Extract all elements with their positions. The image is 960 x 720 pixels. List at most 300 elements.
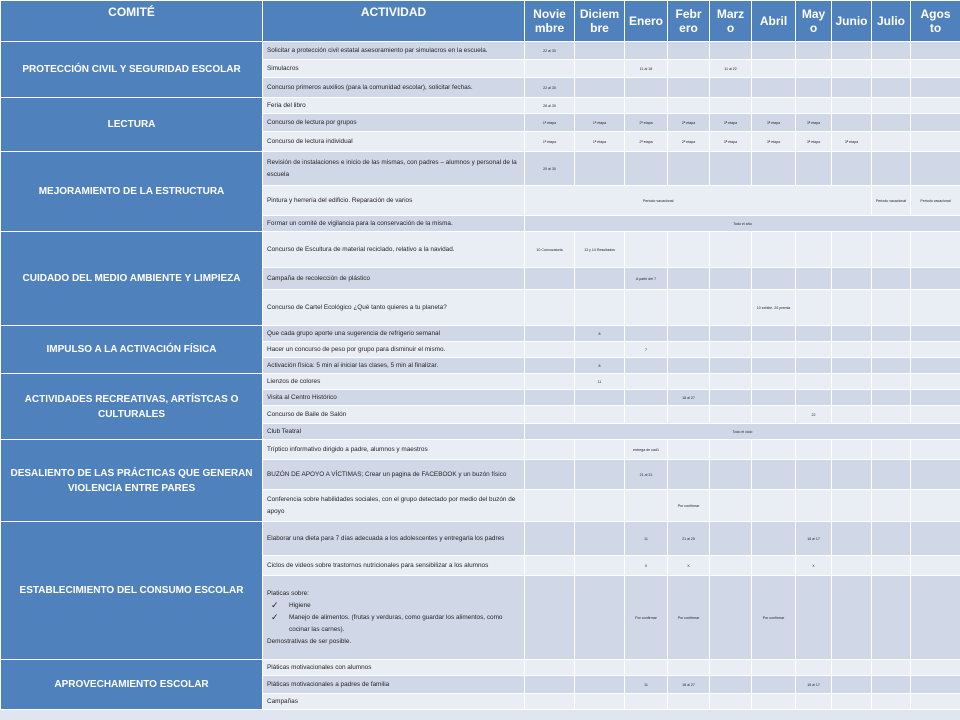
month-cell — [832, 42, 872, 60]
month-cell — [752, 42, 796, 60]
month-cell — [752, 460, 796, 490]
month-cell — [832, 374, 872, 390]
month-cell — [525, 660, 575, 676]
month-cell — [752, 98, 796, 114]
month-cell — [832, 326, 872, 342]
month-cell — [796, 390, 832, 406]
committee-name: PROTECCIÓN CIVIL Y SEGURIDAD ESCOLAR — [1, 42, 263, 98]
month-cell: Por confirmar — [668, 490, 710, 522]
activity-text: Campaña de recolección de plástico — [267, 274, 371, 282]
activity-text: Revisión de instalaciones e inicio de las mismas, con padres – alumnos y personal de la escuela — [267, 158, 517, 178]
bullet-text: Manejo de alimentos. (frutas y verduras, como guardar los alimentos, como cocinar las carnes). — [289, 613, 503, 633]
month-cell — [911, 342, 960, 358]
activity-cell — [263, 440, 525, 460]
bullet-list — [267, 600, 521, 636]
month-cell — [796, 440, 832, 460]
month-cell — [710, 98, 752, 114]
activity-text: Pláticas motivacionales con alumnos — [267, 663, 372, 671]
month-cell — [872, 290, 911, 326]
month-cell — [911, 232, 960, 268]
activity-cell — [263, 694, 525, 710]
month-cell: 22 al 30 — [525, 78, 575, 98]
checkmark-icon: ✓ — [271, 611, 279, 622]
activity-text: Ciclos de videos sobre trastornos nutricionales para sensibilizar a los alumnos — [267, 561, 489, 569]
month-cell — [911, 460, 960, 490]
activity-row — [1, 152, 960, 186]
activity-text: Lienzos de colores — [267, 377, 321, 385]
month-cell: 11 al 22 — [710, 60, 752, 78]
activity-text: Concurso de Escultura de material reciclado, relativo a la navidad. — [267, 245, 455, 253]
month-cell — [668, 98, 710, 114]
month-cell — [832, 576, 872, 660]
month-cell — [872, 374, 911, 390]
activity-row — [1, 374, 960, 390]
month-cell — [668, 232, 710, 268]
month-cell: Por confirmar — [668, 576, 710, 660]
month-cell: 2ª etapa — [625, 114, 668, 132]
activity-text: Concurso de Cartel Ecológico ¿Qué tanto quieres a tu planeta? — [267, 303, 447, 311]
activity-row — [1, 660, 960, 676]
header-month: Abril — [752, 1, 796, 42]
month-cell — [525, 556, 575, 576]
month-cell — [625, 406, 668, 424]
month-cell: X — [625, 556, 668, 576]
month-cell — [911, 358, 960, 374]
month-cell — [832, 290, 872, 326]
month-cell — [796, 268, 832, 290]
activity-text: Concurso de Baile de Salón — [267, 410, 347, 418]
committee-name: IMPULSO A LA ACTIVACIÓN FÍSICA — [1, 326, 263, 374]
header-month: Enero — [625, 1, 668, 42]
month-cell — [752, 326, 796, 342]
month-cell — [668, 660, 710, 676]
month-cell — [752, 60, 796, 78]
month-cell: 18 al 17 — [796, 676, 832, 694]
activity-cell — [263, 290, 525, 326]
month-cell — [872, 460, 911, 490]
month-cell — [832, 78, 872, 98]
committee-name: CUIDADO DEL MEDIO AMBIENTE Y LIMPIEZA — [1, 232, 263, 326]
month-cell: 11 al 18 — [625, 60, 668, 78]
month-cell — [668, 440, 710, 460]
month-cell: 3ª etapa — [752, 132, 796, 152]
month-cell — [668, 694, 710, 710]
month-cell — [911, 326, 960, 342]
activity-cell — [263, 342, 525, 358]
month-cell — [710, 342, 752, 358]
activity-cell — [263, 406, 525, 424]
month-cell — [872, 132, 911, 152]
month-cell — [625, 98, 668, 114]
month-cell: 11 — [625, 676, 668, 694]
month-cell — [525, 268, 575, 290]
month-cell: 2ª etapa — [668, 132, 710, 152]
month-cell — [710, 374, 752, 390]
activity-cell — [263, 358, 525, 374]
month-cell — [911, 290, 960, 326]
month-cell — [710, 440, 752, 460]
month-cell — [625, 78, 668, 98]
month-cell — [625, 358, 668, 374]
month-cell — [525, 374, 575, 390]
month-cell — [575, 660, 625, 676]
month-cell — [752, 342, 796, 358]
month-cell — [525, 326, 575, 342]
month-cell — [796, 78, 832, 98]
month-cell — [668, 78, 710, 98]
month-cell — [525, 522, 575, 556]
month-cell: 28 al 30 — [525, 98, 575, 114]
activity-cell — [263, 98, 525, 114]
month-cell — [752, 390, 796, 406]
month-cell — [872, 406, 911, 424]
month-cell — [575, 556, 625, 576]
activity-cell — [263, 522, 525, 556]
header-month: Julio — [872, 1, 911, 42]
bullet-text: Higiene — [289, 601, 311, 609]
month-cell — [796, 152, 832, 186]
month-cell — [911, 268, 960, 290]
header-comite: COMITÉ — [1, 1, 263, 42]
month-cell — [575, 576, 625, 660]
month-cell — [710, 406, 752, 424]
month-cell — [668, 358, 710, 374]
month-cell — [832, 390, 872, 406]
activity-text: Elaborar una dieta para 7 días adecuada a los adolescentes y entregarla los padres — [267, 534, 505, 542]
month-cell — [832, 358, 872, 374]
month-cell — [796, 232, 832, 268]
activity-text: Formar un comité de vigilancia para la conservación de la misma. — [267, 219, 453, 227]
activity-text: Conferencia sobre habilidades sociales, con el grupo detectado por medio del buzón de apoyo — [267, 495, 516, 515]
month-cell: 2ª etapa — [668, 114, 710, 132]
month-cell — [575, 342, 625, 358]
month-cell — [752, 660, 796, 676]
activity-text: Concurso primeros auxilios (para la comunidad escolar), solicitar fechas. — [267, 83, 473, 91]
month-cell — [911, 490, 960, 522]
header-month: Diciem bre — [575, 1, 625, 42]
month-cell — [796, 342, 832, 358]
month-cell — [911, 60, 960, 78]
month-cell — [872, 522, 911, 556]
month-cell — [872, 326, 911, 342]
month-cell — [872, 268, 911, 290]
month-cell — [872, 114, 911, 132]
month-cell — [832, 98, 872, 114]
month-cell: 1ª etapa — [525, 132, 575, 152]
month-cell — [668, 326, 710, 342]
month-cell — [625, 232, 668, 268]
month-cell: 10 Convocatoria — [525, 232, 575, 268]
month-cell — [575, 268, 625, 290]
activity-cell — [263, 42, 525, 60]
month-cell — [710, 460, 752, 490]
month-cell — [710, 326, 752, 342]
month-cell — [832, 460, 872, 490]
month-cell — [625, 490, 668, 522]
month-cell — [796, 694, 832, 710]
month-cell — [575, 676, 625, 694]
month-cell: 7 — [625, 342, 668, 358]
activity-cell — [263, 114, 525, 132]
activity-text: Visita al Centro Histórico — [267, 393, 337, 401]
month-cell: 18 al 27 — [668, 676, 710, 694]
header-month: Marz o — [710, 1, 752, 42]
month-cell — [796, 374, 832, 390]
activity-cell — [263, 676, 525, 694]
month-cell — [872, 576, 911, 660]
month-cell — [911, 98, 960, 114]
month-cell: X — [668, 556, 710, 576]
month-cell — [752, 440, 796, 460]
month-cell — [872, 440, 911, 460]
month-cell — [668, 60, 710, 78]
activity-text: Pláticas motivacionales a padres de familia — [267, 680, 390, 688]
month-cell: 2ª etapa — [625, 132, 668, 152]
month-cell — [575, 440, 625, 460]
month-cell — [872, 694, 911, 710]
month-cell — [752, 490, 796, 522]
committee-name: ACTIVIDADES RECREATIVAS, ARTÍSTCAS O CULTURALES — [1, 374, 263, 440]
month-cell — [911, 576, 960, 660]
month-cell — [796, 358, 832, 374]
schedule-body — [1, 42, 960, 710]
month-cell: 3ª etapa — [710, 132, 752, 152]
month-cell — [710, 390, 752, 406]
month-cell — [832, 676, 872, 694]
month-cell — [752, 406, 796, 424]
activity-text: Simulacros — [267, 64, 299, 72]
month-cell — [668, 268, 710, 290]
activity-cell — [263, 460, 525, 490]
month-cell — [625, 290, 668, 326]
month-cell — [710, 576, 752, 660]
month-cell — [752, 152, 796, 186]
month-cell — [872, 556, 911, 576]
month-cell: 13 y 14 Resultados — [575, 232, 625, 268]
month-cell — [872, 342, 911, 358]
month-cell — [668, 42, 710, 60]
month-cell — [575, 694, 625, 710]
month-cell — [911, 78, 960, 98]
month-cell — [752, 374, 796, 390]
month-cell — [796, 326, 832, 342]
month-cell — [832, 114, 872, 132]
month-cell — [796, 290, 832, 326]
activity-cell — [263, 576, 525, 660]
month-cell — [625, 390, 668, 406]
month-cell: Periodo vacacional — [911, 186, 960, 216]
month-cell — [575, 78, 625, 98]
month-cell — [911, 556, 960, 576]
header-month: May o — [796, 1, 832, 42]
month-cell — [832, 60, 872, 78]
header-actividad: ACTIVIDAD — [263, 1, 525, 42]
month-cell — [710, 676, 752, 694]
month-cell: 11 — [575, 374, 625, 390]
activity-text: Hacer un concurso de peso por grupo para disminuir el mismo. — [267, 345, 446, 353]
month-cell — [625, 326, 668, 342]
month-cell: 3ª etapa — [752, 114, 796, 132]
month-cell — [752, 358, 796, 374]
month-cell — [575, 60, 625, 78]
month-cell — [525, 440, 575, 460]
month-cell: Periodo vacacional — [872, 186, 911, 216]
month-cell — [832, 490, 872, 522]
month-cell — [832, 556, 872, 576]
month-cell — [710, 660, 752, 676]
month-cell — [710, 42, 752, 60]
month-cell: 1ª etapa — [575, 114, 625, 132]
month-cell — [911, 406, 960, 424]
activity-cell — [263, 268, 525, 290]
month-cell — [832, 694, 872, 710]
month-cell — [625, 152, 668, 186]
month-cell — [668, 406, 710, 424]
header-month: Agos to — [911, 1, 960, 42]
month-cell: Por confirmar — [752, 576, 796, 660]
month-cell — [872, 676, 911, 694]
month-cell — [710, 490, 752, 522]
activity-tail: Demostrativas de ser posible. — [267, 637, 352, 645]
month-cell — [911, 660, 960, 676]
month-cell — [710, 290, 752, 326]
committee-name: ESTABLECIMIENTO DEL CONSUMO ESCOLAR — [1, 522, 263, 660]
month-cell: 8 — [575, 326, 625, 342]
month-cell — [911, 522, 960, 556]
month-cell: 11 — [625, 522, 668, 556]
month-cell: 3ª etapa — [796, 114, 832, 132]
month-cell — [525, 358, 575, 374]
checkmark-icon: ✓ — [271, 599, 279, 610]
activity-row — [1, 440, 960, 460]
activity-cell — [263, 326, 525, 342]
activity-row — [1, 326, 960, 342]
header-month: Novie mbre — [525, 1, 575, 42]
month-cell: 21 al 25 — [668, 522, 710, 556]
activity-row — [1, 522, 960, 556]
activity-cell — [263, 490, 525, 522]
month-cell — [832, 152, 872, 186]
month-cell — [525, 290, 575, 326]
month-cell: 3ª etapa — [710, 114, 752, 132]
month-cell — [525, 576, 575, 660]
month-cell — [668, 374, 710, 390]
month-cell: entrega de cad1 — [625, 440, 668, 460]
activity-text: Que cada grupo aporte una sugerencia de refrigerio semanal — [267, 329, 441, 337]
activity-cell — [263, 424, 525, 440]
month-cell — [832, 660, 872, 676]
activity-cell — [263, 660, 525, 676]
month-cell — [752, 676, 796, 694]
month-cell: 18 al 17 — [796, 522, 832, 556]
activity-row — [1, 232, 960, 268]
month-cell — [625, 374, 668, 390]
month-cell — [796, 660, 832, 676]
month-cell — [796, 60, 832, 78]
activity-text: Activación física: 5 min al iniciar las clases, 5 min al finalizar. — [267, 361, 439, 369]
month-cell — [911, 152, 960, 186]
activity-text: Platicas sobre: — [267, 589, 309, 597]
month-cell — [575, 98, 625, 114]
month-cell — [832, 522, 872, 556]
month-cell — [911, 694, 960, 710]
month-cell — [625, 694, 668, 710]
activity-text: Pintura y herrería del edificio. Reparación de varios — [267, 196, 413, 204]
month-cell — [752, 232, 796, 268]
month-cell — [710, 556, 752, 576]
month-cell — [752, 694, 796, 710]
month-cell — [525, 460, 575, 490]
month-cell: 1ª etapa — [525, 114, 575, 132]
month-cell — [575, 406, 625, 424]
month-cell — [752, 556, 796, 576]
month-cell — [575, 522, 625, 556]
month-cell — [525, 676, 575, 694]
activity-text: Club Teatral — [267, 427, 301, 435]
header-month: Junio — [832, 1, 872, 42]
activity-text: Tríptico informativo dirigido a padre, alumnos y maestros — [267, 445, 428, 453]
month-cell — [911, 374, 960, 390]
committee-name: APROVECHAMIENTO ESCOLAR — [1, 660, 263, 710]
month-cell: 22 — [796, 406, 832, 424]
month-cell — [832, 406, 872, 424]
month-cell — [911, 676, 960, 694]
month-cell — [911, 390, 960, 406]
month-cell — [796, 42, 832, 60]
activity-cell — [263, 78, 525, 98]
month-cell — [872, 98, 911, 114]
header-month: Febr ero — [668, 1, 710, 42]
activity-row — [1, 42, 960, 60]
month-cell — [525, 406, 575, 424]
month-cell: 10 exhibe. 20 premia — [752, 290, 796, 326]
month-cell — [911, 132, 960, 152]
month-cell: 22 al 30 — [525, 42, 575, 60]
month-cell — [525, 60, 575, 78]
activity-cell — [263, 390, 525, 406]
month-cell — [832, 440, 872, 460]
month-cell — [911, 114, 960, 132]
month-cell — [710, 78, 752, 98]
activity-text: Concurso de lectura por grupos — [267, 118, 357, 126]
month-cell: 18 al 27 — [668, 390, 710, 406]
month-cell — [525, 694, 575, 710]
month-cell — [710, 694, 752, 710]
month-cell — [710, 152, 752, 186]
month-cell — [668, 460, 710, 490]
header-row — [1, 1, 960, 42]
month-cell — [872, 390, 911, 406]
month-cell — [872, 78, 911, 98]
month-cell — [575, 390, 625, 406]
vacation-span-cell: Periodo vacacional — [525, 186, 872, 216]
committee-name: MEJORAMIENTO DE LA ESTRUCTURA — [1, 152, 263, 232]
month-cell — [710, 268, 752, 290]
activity-cell — [263, 232, 525, 268]
activity-cell — [263, 374, 525, 390]
month-cell: 8 — [575, 358, 625, 374]
month-cell — [796, 98, 832, 114]
activity-text: Feria del libro — [267, 101, 306, 109]
activity-cell — [263, 132, 525, 152]
month-cell: 1ª etapa — [575, 132, 625, 152]
full-year-cell: Todo el ciclo — [525, 424, 960, 440]
month-cell: 20 al 30 — [525, 152, 575, 186]
month-cell — [872, 660, 911, 676]
activity-cell — [263, 60, 525, 78]
month-cell — [872, 232, 911, 268]
month-cell — [872, 42, 911, 60]
